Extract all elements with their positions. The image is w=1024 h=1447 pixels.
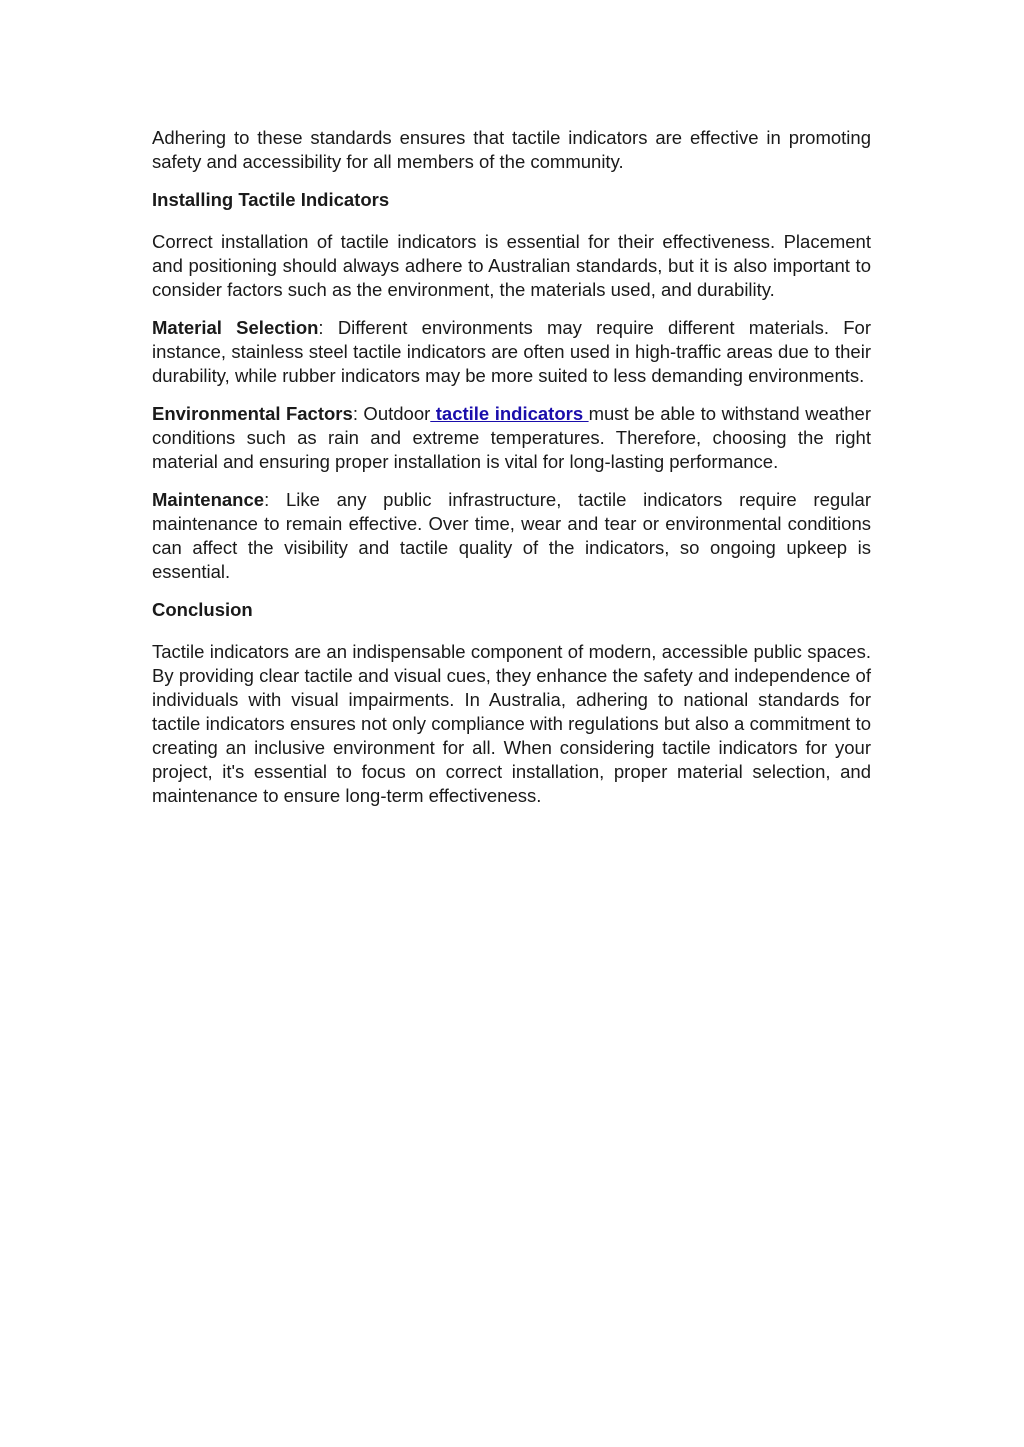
tactile-indicators-link[interactable]: tactile indicators	[430, 403, 589, 424]
material-selection-paragraph	[152, 316, 871, 388]
environmental-factors-label: Environmental Factors	[152, 403, 353, 424]
maintenance-label: Maintenance	[152, 489, 265, 510]
environmental-factors-text-after: must be able to withstand weather conditions such as rain and extreme temperatures. Therefore, choosing the right material and ensuring proper installation is vital for long-lasting performance.	[152, 403, 872, 472]
intro-paragraph: Adhering to these standards ensures that tactile indicators are effective in promoting safety and accessibility for all members of the community.	[152, 127, 871, 172]
conclusion-paragraph: Tactile indicators are an indispensable component of modern, accessible public spaces. By providing clear tactile and visual cues, they enhance the safety and independence of individuals with visual impairments. In Australia, adhering to national standards for tactile indicators ensures not only compliance with regulations but also a commitment to creating an inclusive environment for all. When considering tactile indicators for your project, it's essential to focus on correct installation, proper material selection, and maintenance to ensure long-term effectiveness.	[152, 641, 871, 806]
material-selection-label: Material Selection	[152, 317, 319, 338]
installing-heading: Installing Tactile Indicators	[152, 189, 390, 210]
material-selection-text: : Different environments may require different materials. For instance, stainless steel tactile indicators are often used in high-traffic areas due to their durability, while rubber indicators may be more suited to less demanding environments.	[152, 317, 871, 386]
maintenance-paragraph	[152, 488, 871, 584]
document-page	[152, 126, 871, 822]
environmental-factors-text-before: : Outdoor	[352, 403, 431, 424]
installing-paragraph: Correct installation of tactile indicators is essential for their effectiveness. Placement and positioning should always adhere to Australian standards, but it is also important to consider factors such as the environment, the materials used, and durability.	[152, 231, 871, 300]
maintenance-text: : Like any public infrastructure, tactile indicators require regular maintenance to remain effective. Over time, wear and tear or environmental conditions can affect the visibility and tactile quality of the indicators, so ongoing upkeep is essential.	[152, 489, 871, 582]
environmental-factors-paragraph	[152, 402, 871, 474]
conclusion-heading: Conclusion	[152, 599, 253, 620]
